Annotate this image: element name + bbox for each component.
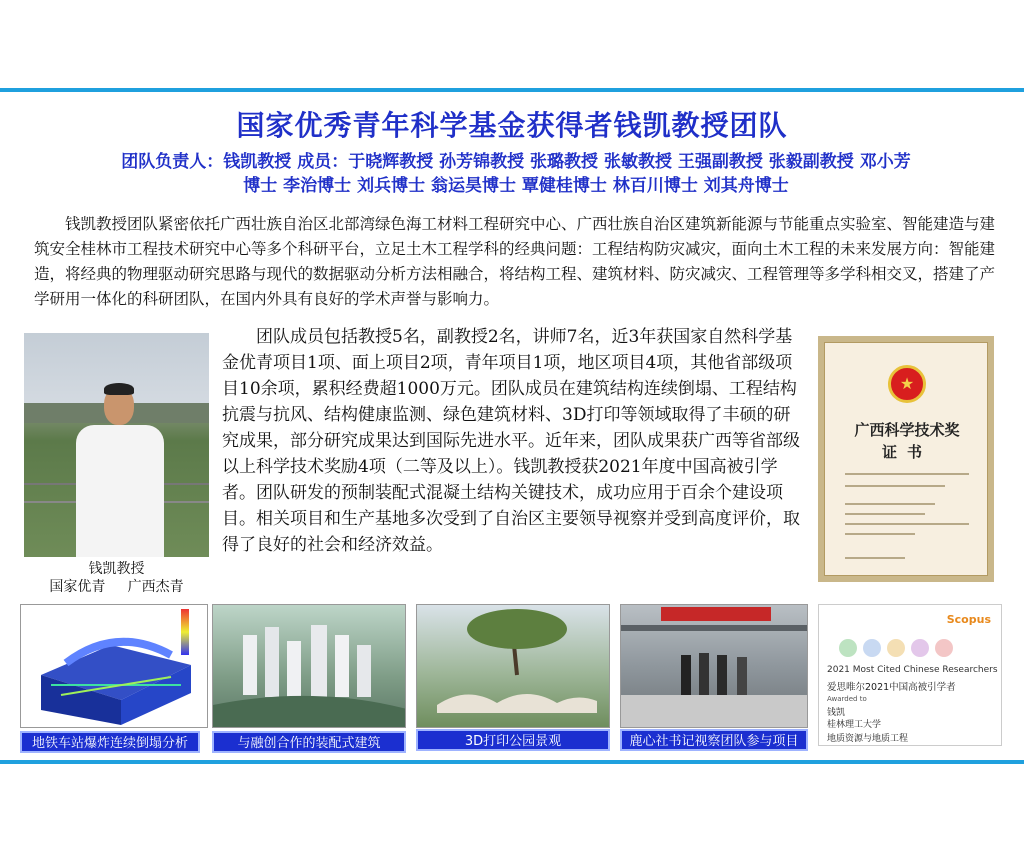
bottom-rule xyxy=(0,760,1024,764)
certificate-text-line xyxy=(845,485,945,487)
team-members xyxy=(34,150,998,198)
team-line-1: 团队负责人：钱凯教授 成员：于晓辉教授 孙芳锦教授 张璐教授 张敏教授 王强副教授 张毅副教授 邓小芳 xyxy=(121,152,911,172)
buildings-graphic xyxy=(213,605,406,728)
certificate-text-line xyxy=(845,473,969,475)
gallery-label-4: 鹿心社书记视察团队参与项目 xyxy=(620,729,808,751)
cert-awarded-to: Awarded to xyxy=(827,695,867,703)
cert-icon xyxy=(935,639,953,657)
gallery-label-3: 3D打印公园景观 xyxy=(416,729,610,751)
cert-heading-en: 2021 Most Cited Chinese Researchers xyxy=(827,665,998,675)
cert-icon xyxy=(911,639,929,657)
certificate-text-line xyxy=(845,533,915,535)
cert-icons-row xyxy=(839,639,989,661)
certificate-paper xyxy=(824,342,988,576)
award-certificate xyxy=(818,336,994,582)
gallery-image-inspection-visit xyxy=(620,604,808,728)
visit-graphic xyxy=(621,605,808,728)
certificate-text-line xyxy=(845,513,925,515)
top-rule xyxy=(0,88,1024,92)
person-hair xyxy=(104,383,134,395)
page-title: 国家优秀青年科学基金获得者钱凯教授团队 xyxy=(236,109,788,142)
certificate-subtitle: 证书 xyxy=(881,443,932,461)
gallery-image-collapse-model xyxy=(20,604,208,728)
certificate-text-line xyxy=(845,557,905,559)
cert-icon xyxy=(863,639,881,657)
portrait-name: 钱凯教授 xyxy=(88,561,145,577)
gallery-image-highly-cited-certificate xyxy=(818,604,1002,746)
person-body xyxy=(76,425,164,557)
cert-name: 钱凯 xyxy=(827,708,846,718)
portrait-honors: 国家优青 广西杰青 xyxy=(49,579,184,595)
cert-heading-cn: 爱思唯尔2021中国高被引学者 xyxy=(827,682,956,693)
intro-paragraph: 钱凯教授团队紧密依托广西壮族自治区北部湾绿色海工材料工程研究中心、广西壮族自治区建筑新能源与节能重点实验室、智能建造与建筑安全桂林市工程技术研究中心等多个科研平台，立足土木工程学科的经典问题：工程结构防灾减灾，面向土木工程的未来发展方向：智能建造，将经典的物理驱动研究思路与现代的数据驱动分析方法相融合，将结构工程、建筑材料、防灾减灾、工程管理等多学科相交叉，搭建了产学研用一体化的科研团队，在国内外具有良好的学术声誉与影响力。 xyxy=(34,215,996,308)
structure-model-graphic xyxy=(21,605,208,728)
certificate-title: 广西科学技术奖 xyxy=(854,421,960,439)
cert-org: 桂林理工大学 xyxy=(827,720,882,730)
certificate-text-line xyxy=(845,523,969,525)
cert-icon xyxy=(839,639,857,657)
gallery-label-2: 与融创合作的装配式建筑 xyxy=(212,731,406,753)
scopus-logo: Scopus xyxy=(946,613,991,626)
body-paragraph: 团队成员包括教授5名，副教授2名，讲师7名，近3年获国家自然科学基金优青项目1项、面上项目2项，青年项目1项，地区项目4项，其他省部级项目10余项，累积经费超1000万元。团队成员在建筑结构连续倒塌、工程结构抗震与抗风、结构健康监测、绿色建筑材料、3D打印等领域取得了丰硕的研究成果，部分研究成果达到国际先进水平。近年来，团队成果获广西等省部级以上科学技术奖励4项（二等及以上）。钱凯教授获2021年度中国高被引学者。团队研发的预制装配式混凝土结构关键技术，成功应用于百余个建设项目。相关项目和生产基地多次受到了自治区主要领导视察并受到高度评价，取得了良好的社会和经济效益。 xyxy=(222,327,800,555)
gallery-image-3d-print-park xyxy=(416,604,610,728)
gallery-label-1: 地铁车站爆炸连续倒塌分析 xyxy=(20,731,200,753)
cert-field: 地质资源与地质工程 xyxy=(827,734,909,744)
park-graphic xyxy=(417,605,610,728)
gallery-image-prefab-buildings xyxy=(212,604,406,728)
cert-icon xyxy=(887,639,905,657)
portrait-caption xyxy=(24,560,209,596)
team-line-2: 博士 李治博士 刘兵博士 翁运昊博士 覃健桂博士 林百川博士 刘其舟博士 xyxy=(243,176,789,196)
portrait-photo xyxy=(24,333,209,557)
national-emblem-icon: ★ xyxy=(888,365,926,403)
certificate-text-line xyxy=(845,503,935,505)
